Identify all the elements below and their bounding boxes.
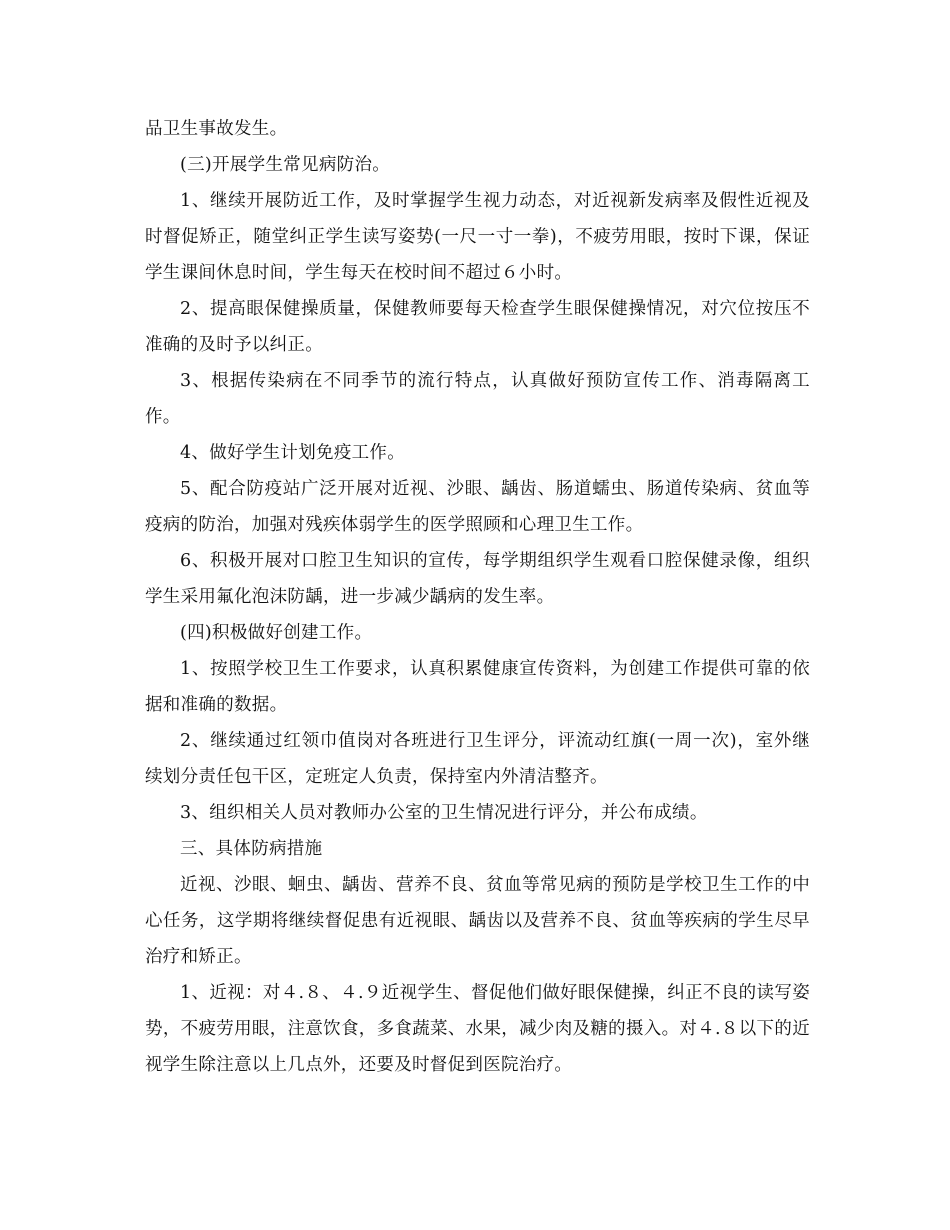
paragraph-prevention-intro: 近视、沙眼、蛔虫、龋齿、营养不良、贫血等常见病的预防是学校卫生工作的中心任务，这学期将继续督促患有近视眼、龋齿以及营养不良、贫血等疾病的学生尽早治疗和矫正。 [145,875,810,967]
paragraph-create-1: 1、按照学校卫生工作要求，认真积累健康宣传资料，为创建工作提供可靠的依据和准确的数据。 [145,659,810,715]
paragraph-item-4: 4、做好学生计划免疫工作。 [180,443,406,463]
heading-section-3: (三)开展学生常见病防治。 [180,155,391,175]
paragraph-item-6: 6、积极开展对口腔卫生知识的宣传，每学期组织学生观看口腔保健录像，组织学生采用氟化泡沫防龋，进一步减少龋病的发生率。 [145,551,810,607]
paragraph-1: 品卫生事故发生。 [145,119,288,139]
paragraph-item-2: 2、提高眼保健操质量，保健教师要每天检查学生眼保健操情况，对穴位按压不准确的及时予以纠正。 [145,299,810,355]
paragraph-myopia: 1、近视：对４.８、４.９近视学生、督促他们做好眼保健操，纠正不良的读写姿势，不疲劳用眼，注意饮食，多食蔬菜、水果，减少肉及糖的摄入。对４.８以下的近视学生除注意以上几点外，还要及时督促到医院治疗。 [145,983,810,1075]
heading-section-4: (四)积极做好创建工作。 [180,623,373,643]
document-body [145,111,810,1083]
paragraph-item-3: 3、根据传染病在不同季节的流行特点，认真做好预防宣传工作、消毒隔离工作。 [145,371,810,427]
paragraph-create-2: 2、继续通过红领巾值岗对各班进行卫生评分，评流动红旗(一周一次)，室外继续划分责任包干区，定班定人负责，保持室内外清洁整齐。 [145,731,810,787]
heading-prevention-measures: 三、具体防病措施 [180,839,323,859]
paragraph-item-5: 5、配合防疫站广泛开展对近视、沙眼、龋齿、肠道蠕虫、肠道传染病、贫血等疫病的防治，加强对残疾体弱学生的医学照顾和心理卫生工作。 [145,479,810,535]
paragraph-create-3: 3、组织相关人员对教师办公室的卫生情况进行评分，并公布成绩。 [180,803,708,823]
paragraph-item-1: 1、继续开展防近工作，及时掌握学生视力动态，对近视新发病率及假性近视及时督促矫正，随堂纠正学生读写姿势(一尺一寸一拳)，不疲劳用眼，按时下课，保证学生课间休息时间，学生每天在校时间不超过６小时。 [145,191,810,283]
